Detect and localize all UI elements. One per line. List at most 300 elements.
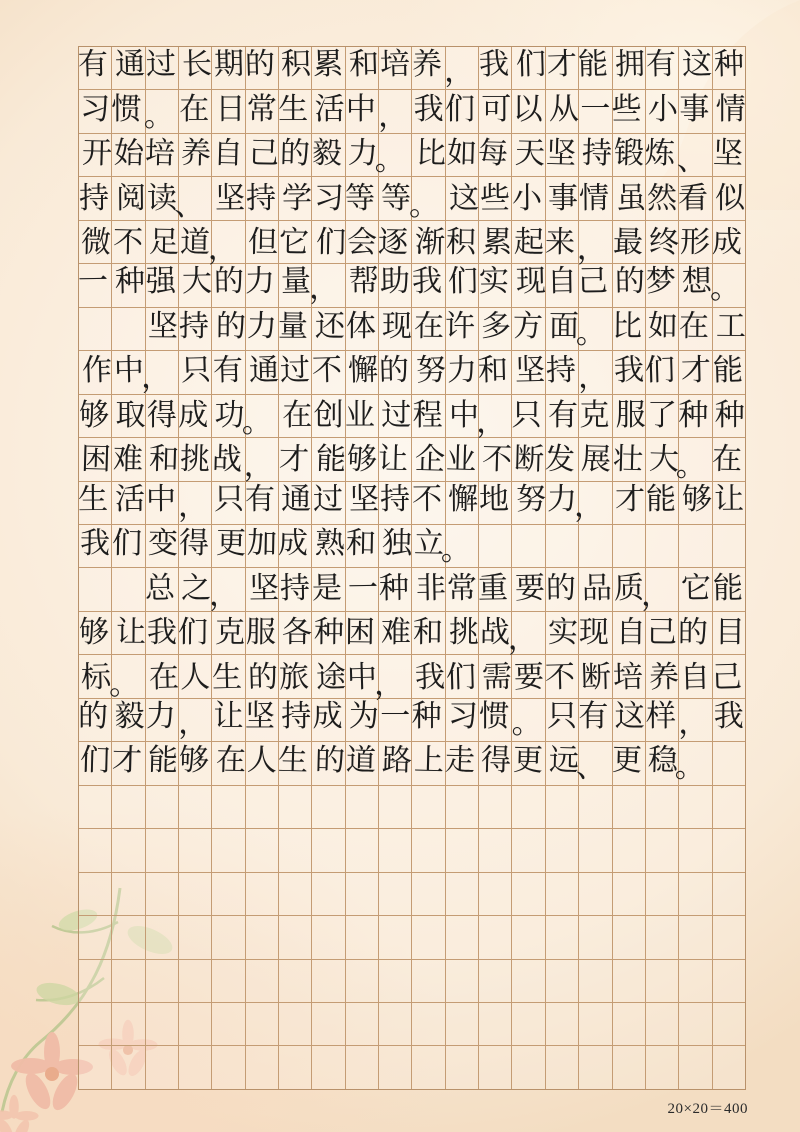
grid-cell: [613, 525, 646, 567]
handwritten-character: 们: [111, 526, 142, 561]
handwritten-character: ，: [178, 707, 209, 741]
handwritten-character: 我: [613, 354, 645, 388]
grid-cell: [146, 829, 179, 871]
grid-cell: [112, 395, 145, 437]
handwritten-character: 不: [112, 225, 143, 260]
handwritten-character: ，: [208, 578, 239, 612]
handwritten-character: 难: [112, 442, 143, 477]
grid-cell: [446, 134, 479, 176]
grid-cell: [212, 1003, 245, 1045]
grid-cell: [512, 960, 545, 1002]
grid-cell: [546, 177, 579, 219]
handwritten-character: 服: [615, 398, 646, 432]
handwritten-character: 些: [611, 92, 642, 126]
grid-row: [79, 177, 745, 220]
grid-cell: [579, 829, 612, 871]
grid-cell: [713, 1046, 745, 1088]
grid-cell: [446, 90, 479, 132]
grid-cell: [613, 177, 646, 219]
handwritten-character: 有: [578, 700, 609, 734]
grid-cell: [112, 873, 145, 915]
handwritten-character: 它: [278, 225, 310, 260]
grid-cell: [579, 525, 612, 567]
grid-cell: [512, 1003, 545, 1045]
grid-cell: [512, 1046, 545, 1088]
grid-cell: [112, 308, 145, 350]
handwritten-character: 只: [546, 700, 577, 734]
handwritten-character: 大: [648, 442, 680, 477]
grid-cell: [112, 699, 145, 741]
grid-cell: [212, 742, 245, 784]
grid-cell: [112, 916, 145, 958]
handwritten-character: 自: [212, 136, 243, 171]
handwritten-character: 长: [181, 47, 213, 82]
handwritten-character: 通: [114, 47, 145, 82]
handwritten-character: 功: [214, 398, 245, 432]
handwritten-character: 这: [614, 700, 645, 734]
grid-cell: [212, 916, 245, 958]
grid-cell: [146, 568, 179, 610]
handwritten-character: 一: [77, 265, 109, 299]
grid-cell: [613, 786, 646, 828]
grid-cell: [412, 90, 445, 132]
grid-cell: [646, 873, 679, 915]
grid-cell: [446, 960, 479, 1002]
grid-cell: [279, 134, 312, 176]
grid-cell: [579, 90, 612, 132]
handwritten-character: 种: [378, 571, 410, 605]
grid-cell: [379, 612, 412, 654]
handwritten-character: 的: [314, 744, 346, 778]
handwritten-character: 有: [244, 482, 276, 516]
handwritten-character: 不: [544, 660, 576, 694]
handwritten-character: 现: [579, 615, 610, 650]
handwritten-character: 最: [612, 225, 643, 260]
handwritten-character: 让: [377, 442, 409, 477]
handwritten-character: 学: [282, 181, 313, 215]
grid-cell: [679, 655, 712, 697]
grid-cell: [479, 1003, 512, 1045]
grid-cell: [713, 177, 745, 219]
grid-cell: [713, 438, 745, 480]
grid-cell: [146, 655, 179, 697]
handwritten-character: 我: [478, 47, 510, 82]
handwritten-character: 够: [178, 744, 210, 778]
grid-cell: [579, 655, 612, 697]
grid-cell: [713, 308, 745, 350]
grid-cell: [312, 482, 345, 524]
handwritten-character: 为: [348, 700, 379, 734]
grid-cell: [613, 960, 646, 1002]
grid-cell: [713, 612, 745, 654]
handwritten-character: 不: [411, 482, 442, 516]
handwritten-character: 坚: [348, 482, 380, 516]
handwritten-character: 的: [247, 660, 279, 694]
grid-cell: [112, 960, 145, 1002]
grid-cell: [312, 873, 345, 915]
handwritten-character: 的: [614, 265, 645, 299]
grid-cell: [112, 221, 145, 263]
grid-cell: [312, 438, 345, 480]
handwritten-character: 的: [78, 700, 109, 734]
handwritten-character: 来: [544, 225, 576, 260]
grid-cell: [679, 699, 712, 741]
grid-cell: [379, 351, 412, 393]
handwritten-character: 成: [178, 398, 209, 432]
grid-cell: [279, 177, 312, 219]
handwritten-character: 己: [646, 615, 678, 650]
handwritten-character: 得: [480, 744, 512, 778]
handwritten-character: 断: [513, 442, 545, 477]
grid-cell: [546, 308, 579, 350]
grid-cell: [379, 699, 412, 741]
grid-cell: [179, 742, 212, 784]
handwritten-character: 只: [511, 398, 542, 432]
grid-cell: [613, 1046, 646, 1088]
grid-cell: [646, 916, 679, 958]
handwritten-character: 们: [178, 615, 209, 650]
grid-cell: [479, 351, 512, 393]
handwritten-character: 可: [481, 92, 512, 126]
handwritten-character: 现: [515, 265, 546, 299]
grid-row: [79, 742, 745, 785]
grid-cell: [646, 221, 679, 263]
handwritten-character: 立: [413, 526, 444, 561]
handwritten-character: 养: [648, 660, 680, 694]
grid-cell: [212, 134, 245, 176]
grid-cell: [512, 308, 545, 350]
grid-cell: [479, 482, 512, 524]
grid-cell: [146, 134, 179, 176]
handwritten-character: 自: [679, 660, 711, 694]
grid-cell: [713, 1003, 745, 1045]
handwritten-character: 通: [281, 482, 312, 516]
handwritten-character: 的: [279, 136, 311, 171]
grid-cell: [312, 1046, 345, 1088]
handwritten-character: 。: [511, 707, 542, 741]
grid-cell: [412, 395, 445, 437]
grid-row: [79, 482, 745, 525]
grid-cell: [246, 960, 279, 1002]
grid-cell: [613, 655, 646, 697]
handwritten-character: ，: [476, 405, 507, 439]
handwritten-character: 能: [712, 571, 743, 605]
handwritten-character: 些: [480, 181, 511, 215]
grid-cell: [179, 568, 212, 610]
grid-cell: [646, 134, 679, 176]
grid-cell: [243, 438, 279, 484]
grid-cell: [112, 1046, 145, 1088]
grid-cell: [312, 960, 345, 1002]
handwritten-character: 得: [178, 526, 210, 561]
handwritten-character: 炼: [644, 136, 676, 171]
grid-cell: [212, 177, 245, 219]
grid-cell: [479, 308, 512, 350]
grid-cell: [579, 177, 612, 219]
grid-cell: [446, 177, 479, 219]
handwritten-character: 小: [648, 92, 679, 126]
grid-cell: [512, 395, 545, 437]
grid-cell: [179, 612, 212, 654]
grid-cell: [346, 960, 379, 1002]
grid-cell: [512, 655, 545, 697]
grid-cell: [674, 742, 712, 785]
handwritten-character: 和: [477, 354, 509, 388]
grid-row: [79, 47, 745, 90]
handwritten-character: 样: [646, 700, 677, 734]
handwritten-character: 每: [477, 136, 509, 171]
handwritten-character: 走: [444, 744, 476, 778]
grid-cell: [546, 264, 579, 306]
grid-row: [79, 916, 745, 959]
grid-cell: [579, 395, 612, 437]
grid-cell: [679, 568, 712, 610]
handwritten-character: 坚: [545, 136, 577, 171]
handwritten-character: 和: [412, 615, 443, 650]
handwritten-character: 们: [515, 47, 547, 82]
grid-cell: [146, 1046, 179, 1088]
handwritten-character: 足: [148, 225, 180, 260]
grid-cell: [479, 742, 512, 784]
handwritten-character: 熟: [314, 526, 345, 561]
grid-cell: [579, 699, 612, 741]
grid-cell: [246, 134, 279, 176]
grid-cell: [446, 395, 479, 437]
grid-cell: [79, 742, 112, 784]
handwritten-character: 要: [513, 660, 545, 694]
handwritten-character: 。: [709, 272, 740, 306]
handwritten-character: 养: [411, 47, 443, 82]
grid-cell: [373, 655, 412, 701]
grid-cell: [713, 742, 745, 784]
grid-cell: [146, 308, 179, 350]
grid-cell: [479, 916, 512, 958]
grid-cell: [479, 221, 512, 263]
grid-cell: [579, 916, 612, 958]
handwritten-character: 人: [179, 660, 211, 694]
grid-cell: [379, 568, 412, 610]
handwritten-character: 的: [678, 615, 709, 650]
handwritten-character: 展: [580, 442, 612, 477]
grid-cell: [379, 1046, 412, 1088]
grid-row: [79, 1003, 745, 1046]
grid-cell: [679, 264, 712, 306]
handwritten-character: 才: [680, 354, 712, 388]
grid-cell: [112, 264, 145, 306]
grid-cell: [713, 351, 745, 393]
handwritten-character: 持: [279, 571, 311, 605]
grid-cell: [179, 264, 212, 306]
handwritten-character: 以: [512, 92, 543, 126]
grid-cell: [713, 221, 745, 263]
handwritten-character: 坚: [712, 136, 744, 171]
grid-cell: [412, 1046, 445, 1088]
grid-cell: [146, 742, 179, 784]
grid-cell: [279, 264, 312, 306]
grid-cell: [346, 873, 379, 915]
handwritten-character: 己: [248, 136, 280, 171]
grid-cell: [512, 221, 545, 263]
grid-cell: [579, 568, 612, 610]
grid-cell: [613, 482, 646, 524]
handwritten-character: 通: [248, 354, 280, 388]
grid-cell: [246, 742, 279, 784]
handwritten-character: 地: [479, 482, 510, 516]
grid-cell: [479, 960, 512, 1002]
handwritten-character: 想: [682, 265, 713, 299]
grid-cell: [412, 742, 445, 784]
grid-cell: [246, 308, 279, 350]
handwritten-character: 。: [674, 751, 706, 785]
grid-cell: [79, 482, 112, 524]
grid-cell: [112, 134, 145, 176]
handwritten-character: 战: [211, 442, 242, 477]
handwritten-character: 力: [446, 354, 478, 388]
grid-cell: [279, 916, 312, 958]
grid-cell: [546, 916, 579, 958]
grid-cell: [374, 134, 412, 178]
grid-cell: [512, 264, 545, 306]
handwritten-character: 日: [215, 92, 246, 126]
handwritten-character: 生: [211, 660, 242, 694]
handwritten-character: 标: [80, 660, 112, 694]
handwritten-character: 重: [478, 571, 509, 605]
grid-cell: [379, 960, 412, 1002]
handwritten-character: 在: [679, 309, 710, 344]
handwritten-character: 努: [515, 482, 546, 516]
grid-cell: [579, 438, 612, 480]
grid-cell: [679, 1046, 712, 1088]
grid-cell: [379, 395, 412, 437]
grid-cell: [646, 177, 679, 219]
handwritten-character: 质: [613, 571, 644, 605]
handwritten-character: 积: [445, 225, 477, 260]
grid-cell: [246, 47, 279, 89]
handwritten-character: 们: [444, 92, 475, 126]
grid-cell: [646, 655, 679, 697]
grid-cell: [79, 90, 112, 132]
handwritten-character: 终: [648, 225, 680, 260]
handwritten-character: 更: [512, 744, 544, 778]
grid-cell: [512, 525, 545, 567]
handwritten-character: 小: [511, 181, 542, 215]
handwritten-character: 总: [144, 571, 176, 605]
grid-cell: [512, 482, 545, 524]
handwritten-character: 中: [345, 92, 376, 126]
grid-cell: [279, 351, 312, 393]
handwritten-character: 坚: [147, 309, 179, 344]
grid-cell: [379, 438, 412, 480]
handwritten-character: 似: [714, 181, 745, 215]
grid-cell: [79, 1046, 112, 1088]
handwritten-character: 坚: [244, 700, 275, 734]
grid-cell: [312, 1003, 345, 1045]
handwritten-character: 旅: [278, 660, 310, 694]
grid-cell: [679, 612, 712, 654]
grid-cell: [312, 699, 345, 741]
handwritten-character: 实: [479, 265, 510, 299]
grid-cell: [79, 873, 112, 915]
handwritten-character: 比: [415, 136, 447, 171]
grid-cell: [713, 699, 745, 741]
handwritten-character: 的: [244, 47, 276, 82]
handwritten-character: 得: [146, 398, 177, 432]
handwritten-character: 中: [346, 660, 378, 694]
handwritten-character: 期: [213, 47, 244, 82]
grid-cell: [79, 1003, 112, 1045]
grid-cell: [613, 916, 646, 958]
handwritten-character: 让: [713, 482, 744, 516]
handwritten-character: 然: [646, 181, 678, 215]
handwritten-character: ，: [308, 272, 339, 306]
handwritten-character: 够: [79, 615, 110, 650]
grid-cell: [179, 351, 212, 393]
handwritten-character: 要: [514, 571, 545, 605]
grid-cell: [679, 308, 712, 350]
handwritten-character: 面: [548, 309, 580, 344]
grid-cell: [646, 612, 679, 654]
grid-cell: [679, 177, 712, 219]
grid-cell: [146, 873, 179, 915]
grid-cell: [574, 482, 612, 524]
grid-cell: [412, 873, 445, 915]
grid-row: [79, 829, 745, 872]
handwritten-character: 力: [347, 136, 379, 171]
grid-cell: [346, 786, 379, 828]
handwritten-character: 只: [213, 482, 244, 516]
grid-cell: [279, 395, 312, 437]
grid-cell: [179, 438, 212, 480]
handwritten-character: 逐: [377, 225, 409, 260]
grid-cell: [146, 612, 179, 654]
handwritten-character: 壮: [612, 442, 644, 477]
grid-cell: [379, 1003, 412, 1045]
grid-cell: [713, 786, 745, 828]
grid-cell: [346, 351, 379, 393]
handwritten-character: 种: [313, 615, 344, 650]
grid-cell: [279, 47, 312, 89]
grid-cell: [146, 1003, 179, 1045]
grid-cell: [312, 177, 345, 219]
grid-row: [79, 438, 745, 484]
grid-cell: [79, 612, 112, 654]
grid-cell: [379, 873, 412, 915]
handwritten-character: 在: [282, 398, 313, 432]
handwritten-character: 只: [180, 354, 212, 388]
grid-cell: [412, 1003, 445, 1045]
grid-cell: [79, 960, 112, 1002]
grid-cell: [146, 786, 179, 828]
grid-cell: [279, 699, 312, 741]
grid-cell: [212, 47, 245, 89]
handwritten-character: 不: [311, 354, 342, 388]
grid-cell: [79, 395, 112, 437]
grid-cell: [713, 395, 745, 437]
grid-cell: [112, 177, 145, 219]
handwritten-character: ，: [178, 489, 209, 523]
handwritten-character: ，: [207, 232, 238, 267]
grid-cell: [412, 438, 445, 480]
handwritten-character: 努: [415, 354, 447, 388]
grid-rows: [79, 47, 745, 1089]
handwritten-character: 一: [380, 700, 411, 734]
handwritten-character: 够: [346, 442, 378, 477]
grid-cell: [279, 221, 312, 263]
grid-cell: [546, 47, 579, 89]
handwritten-character: 。: [241, 405, 272, 439]
handwritten-character: 更: [215, 526, 246, 561]
grid-row: [79, 134, 745, 177]
